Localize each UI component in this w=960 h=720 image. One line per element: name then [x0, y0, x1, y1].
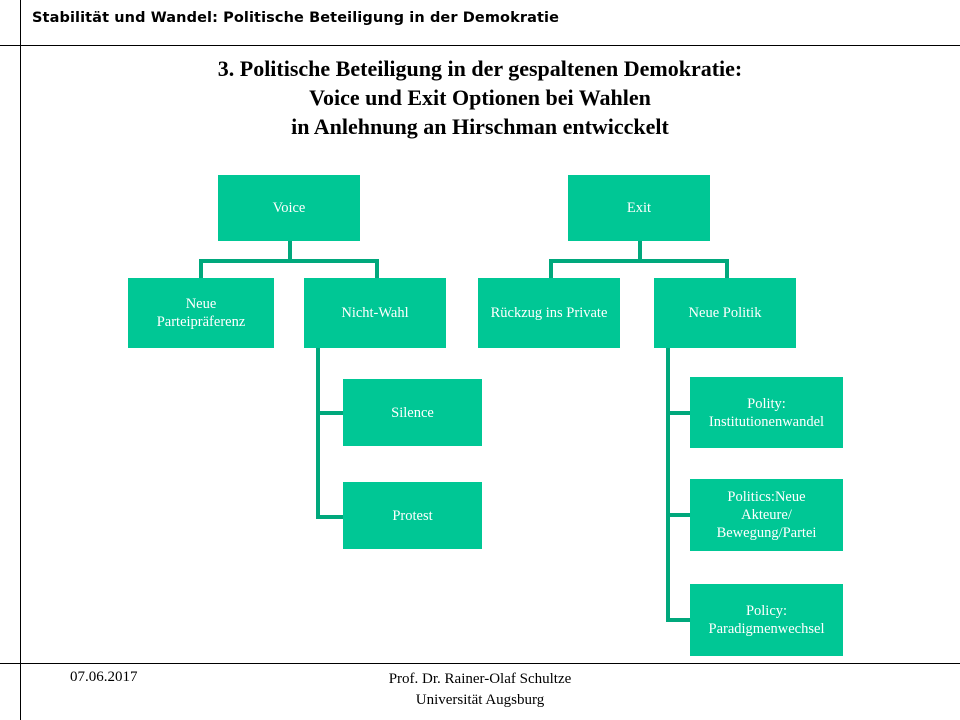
- connector-nicht-wahl-to-protest: [316, 515, 345, 519]
- node-rueckzug-ins-private[interactable]: [478, 278, 620, 348]
- connector-voice-to-nicht-wahl: [375, 259, 379, 280]
- connector-nicht-wahl-spine: [316, 348, 320, 519]
- node-politics-label: [694, 488, 839, 542]
- footer-affiliation: Universität Augsburg: [415, 692, 545, 708]
- header-title: Stabilität und Wandel: Politische Beteiligung in der Demokratie: [32, 10, 560, 26]
- connector-neue-politik-to-polity: [666, 411, 692, 415]
- frame-vertical-rule: [20, 0, 21, 720]
- page-title-line-1: 3. Politische Beteiligung in der gespaltenen Demokratie:: [217, 56, 743, 81]
- connector-voice-to-neue-parteipraeferenz: [199, 259, 203, 280]
- node-exit-label: Exit: [626, 200, 652, 216]
- node-neue-parteipraeferenz-line-1: Neue: [185, 296, 217, 312]
- connector-exit-bus: [549, 259, 729, 263]
- node-neue-politik[interactable]: [654, 278, 796, 348]
- node-neue-politik-label: Neue Politik: [688, 305, 762, 321]
- node-protest-label: Protest: [392, 507, 433, 524]
- node-neue-parteipraeferenz[interactable]: [128, 278, 274, 348]
- node-voice[interactable]: [218, 175, 360, 241]
- frame-top-rule: [0, 45, 960, 46]
- node-nicht-wahl[interactable]: [304, 278, 446, 348]
- connector-exit-to-rueckzug: [549, 259, 553, 280]
- node-politics[interactable]: [690, 479, 843, 551]
- connector-neue-politik-to-policy: [666, 618, 692, 622]
- frame-bottom-rule: [0, 663, 960, 664]
- node-polity-line-2: Institutionenwandel: [708, 413, 825, 430]
- node-polity[interactable]: [690, 377, 843, 448]
- page-title-line-2: Voice und Exit Optionen bei Wahlen: [309, 85, 651, 110]
- node-nicht-wahl-label: Nicht-Wahl: [341, 305, 409, 321]
- node-silence[interactable]: [343, 379, 482, 446]
- node-politics-line-3: Bewegung/Partei: [716, 525, 817, 541]
- connector-neue-politik-to-politics: [666, 513, 692, 517]
- connector-nicht-wahl-to-silence: [316, 411, 345, 415]
- connector-exit-to-neue-politik: [725, 259, 729, 280]
- node-rueckzug-ins-private-label: Rückzug ins Private: [490, 305, 608, 321]
- page-title-line-3: in Anlehnung an Hirschman entwicckelt: [291, 114, 669, 139]
- node-neue-parteipraeferenz-label: [132, 295, 270, 331]
- node-polity-label: [694, 395, 839, 431]
- node-policy[interactable]: [690, 584, 843, 656]
- node-voice-label: Voice: [272, 200, 306, 216]
- node-protest[interactable]: [343, 482, 482, 549]
- footer-author: Prof. Dr. Rainer-Olaf Schultze: [388, 671, 572, 687]
- footer-author-block: [240, 669, 720, 711]
- node-exit[interactable]: [568, 175, 710, 241]
- node-policy-line-1: Policy:: [745, 603, 788, 619]
- node-polity-line-1: Polity:: [747, 395, 786, 412]
- node-silence-label: Silence: [391, 404, 434, 421]
- node-policy-label: [694, 602, 839, 638]
- node-policy-line-2: Paradigmenwechsel: [708, 621, 825, 637]
- connector-neue-politik-spine: [666, 348, 670, 622]
- connector-voice-bus: [199, 259, 379, 263]
- node-neue-parteipraeferenz-line-2: Parteipräferenz: [156, 314, 246, 330]
- node-politics-line-1: Politics:Neue: [727, 489, 806, 505]
- node-politics-line-2: Akteure/: [741, 507, 792, 523]
- footer-date: 07.06.2017: [70, 669, 138, 685]
- page-title: [40, 54, 920, 141]
